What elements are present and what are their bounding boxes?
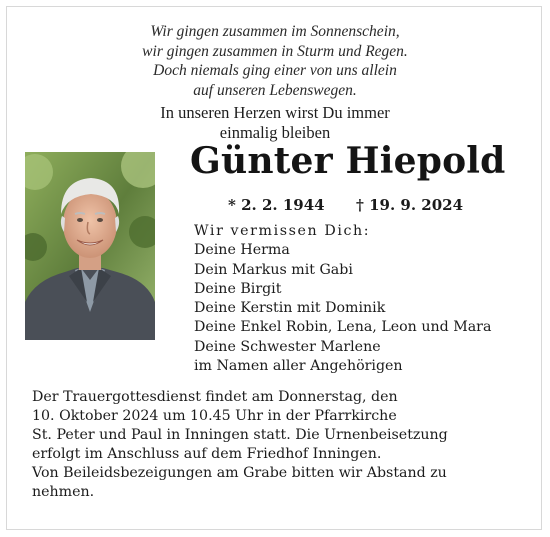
death-date: † 19. 9. 2024 (356, 196, 464, 214)
mourner-line: Deine Enkel Robin, Lena, Leon und Mara (194, 319, 492, 336)
poem (0, 22, 550, 100)
memory-line: In unseren Herzen wirst Du immer (160, 103, 390, 122)
poem-line: Doch niemals ging einer von uns allein (153, 62, 397, 79)
portrait-illustration (25, 152, 155, 340)
poem-line: Wir gingen zusammen im Sonnenschein, (150, 23, 400, 40)
birth-date: * 2. 2. 1944 (228, 196, 325, 214)
service-announcement (32, 388, 522, 502)
poem-line: wir gingen zusammen in Sturm und Regen. (142, 42, 408, 60)
service-line: Von Beileidsbezeigungen am Grabe bitten wir Abstand zu (32, 465, 447, 481)
service-line: Der Trauergottesdienst findet am Donnerstag, den (32, 389, 398, 405)
memory-text (0, 103, 550, 143)
mourner-line: Deine Birgit (194, 280, 282, 297)
service-line: erfolgt im Anschluss auf dem Friedhof Inningen. (32, 446, 382, 462)
mourner-line: Deine Herma (194, 242, 290, 259)
memory-line: einmalig bleiben (219, 123, 331, 142)
service-line: St. Peter und Paul in Inningen statt. Die Urnenbeisetzung (32, 427, 448, 443)
mourner-line: im Namen aller Angehörigen (194, 358, 403, 375)
mourners-heading: Wir vermissen Dich: (194, 223, 371, 239)
service-line: 10. Oktober 2024 um 10.45 Uhr in der Pfarrkirche (32, 408, 397, 424)
mourner-line: Dein Markus mit Gabi (194, 261, 353, 278)
mourner-line: Deine Kerstin mit Dominik (194, 300, 386, 317)
deceased-name: Günter Hiepold (190, 140, 506, 182)
mourners-list (194, 222, 491, 376)
poem-line: auf unseren Lebenswegen. (193, 81, 357, 99)
portrait-photo (25, 152, 155, 340)
mourner-line: Deine Schwester Marlene (194, 338, 381, 355)
service-line: nehmen. (32, 484, 95, 500)
